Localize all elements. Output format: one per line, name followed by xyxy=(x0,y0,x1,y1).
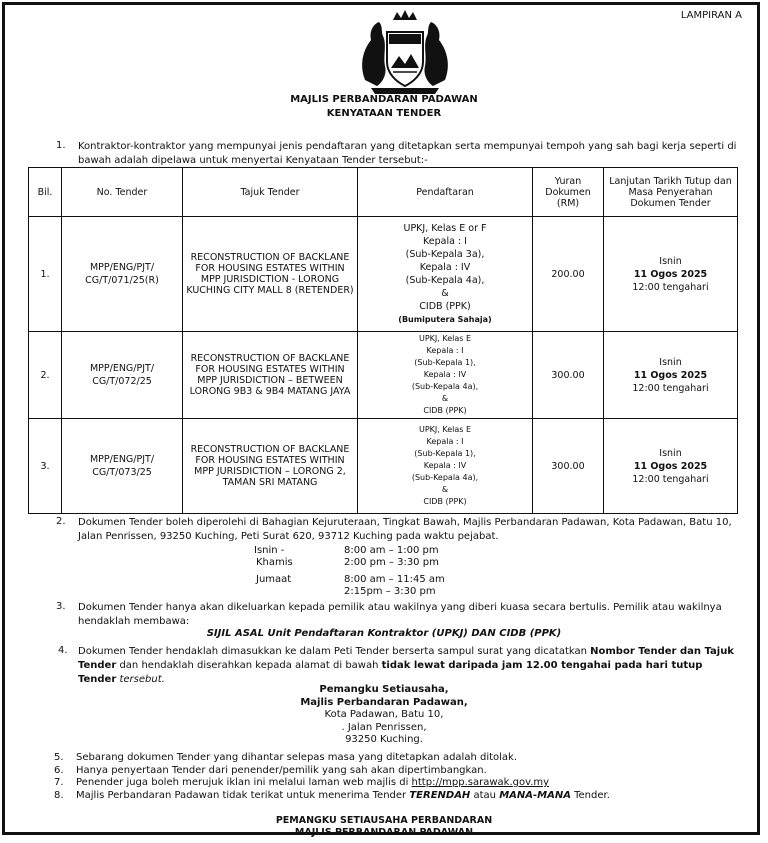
list-text: atau xyxy=(470,789,500,801)
list-text: Hanya penyertaan Tender dari penender/pemilik yang sah akan dipertimbangkan. xyxy=(76,764,487,776)
closing-date: 11 Ogos 2025 xyxy=(633,268,708,280)
intro-paragraph: Kontraktor-kontraktor yang mempunyai jenis pendaftaran yang ditetapkan serta mempunyai tempoh yang sah bagi kerja seperti di bawah adalah dipelawa untuk menyertai Kenyataan Tender tersebut:- xyxy=(78,141,737,166)
hours-time: 8:00 am – 11:45 am xyxy=(344,574,445,585)
submission-emphasis: Nombor Tender dan Tajuk Tender xyxy=(78,646,734,671)
office-hours xyxy=(254,545,445,598)
tender-title: RECONSTRUCTION OF BACKLANE FOR HOUSING ESTATES WITHIN MPP JURISDICTION – BETWEEN LORONG 9B3 & 9B4 MATANG JAYA xyxy=(183,332,358,419)
tender-number-line: CG/T/072/25 xyxy=(92,376,152,387)
registration-note: (Bumiputera Sahaja) xyxy=(398,315,492,324)
tender-number-line: MPP/ENG/PJT/ xyxy=(89,262,155,273)
council-crest-logo xyxy=(353,10,457,94)
hours-row xyxy=(254,545,445,557)
address-line: Majlis Perbandaran Padawan, xyxy=(300,696,468,708)
registration-cell xyxy=(358,332,533,419)
registration-line: CIDB (PPK) xyxy=(419,301,471,312)
hours-time: 2:00 pm – 3:30 pm xyxy=(344,557,439,568)
registration-line: (Sub-Kepala 1), xyxy=(414,449,476,458)
list-item xyxy=(54,765,610,778)
registration-line: Kepala : IV xyxy=(419,262,471,273)
list-emphasis: MANA-MANA xyxy=(499,789,571,801)
list-number: 8. xyxy=(54,789,64,801)
row-number: 2. xyxy=(29,332,62,419)
closing-day: Isnin xyxy=(659,356,682,368)
signature-block xyxy=(0,815,768,839)
list-text: Majlis Perbandaran Padawan tidak terikat untuk menerima Tender xyxy=(76,789,410,801)
hours-day: Khamis xyxy=(256,557,293,568)
list-text: Penender juga boleh merujuk iklan ini melalui laman web majlis di xyxy=(76,777,412,788)
submission-text: tersebut. xyxy=(116,674,165,685)
tender-table xyxy=(28,167,738,514)
list-emphasis: TERENDAH xyxy=(409,789,471,801)
terms-list xyxy=(54,752,610,802)
registration-line: (Sub-Kepala 1), xyxy=(414,358,476,367)
registration-line: (Sub-Kepala 4a), xyxy=(411,473,479,482)
registration-line: Kepala : IV xyxy=(423,370,467,379)
table-row xyxy=(29,332,738,419)
address-line: . Jalan Penrissen, xyxy=(341,721,427,733)
column-header: No. Tender xyxy=(62,168,183,217)
submission-text: dan hendaklah diserahkan kepada alamat di bawah xyxy=(116,660,382,671)
registration-line: (Sub-Kepala 4a), xyxy=(405,275,485,286)
hours-time: 2:15pm – 3:30 pm xyxy=(344,586,436,597)
submission-address xyxy=(0,684,768,747)
document-fee: 200.00 xyxy=(533,217,604,332)
registration-line: CIDB (PPK) xyxy=(423,406,467,415)
registration-line: & xyxy=(441,394,449,403)
row-number: 3. xyxy=(29,419,62,514)
appendix-label: LAMPIRAN A xyxy=(680,10,742,21)
table-row xyxy=(29,217,738,332)
registration-line: (Sub-Kepala 3a), xyxy=(405,249,485,260)
column-header: Yuran Dokumen (RM) xyxy=(533,168,604,217)
registration-line: UPKJ, Kelas E xyxy=(418,425,472,434)
column-header: Tajuk Tender xyxy=(183,168,358,217)
list-item xyxy=(54,752,610,765)
tender-title: RECONSTRUCTION OF BACKLANE FOR HOUSING ESTATES WITHIN MPP JURISDICTION - LORONG KUCHING CITY MALL 8 (RETENDER) xyxy=(183,217,358,332)
tender-number-cell xyxy=(62,419,183,514)
tender-number-line: CG/T/073/25 xyxy=(92,467,152,478)
required-certificates: SIJIL ASAL Unit Pendaftaran Kontraktor (UPKJ) DAN CIDB (PPK) xyxy=(206,628,562,639)
registration-line: Kepala : I xyxy=(426,437,464,446)
hours-row xyxy=(254,586,445,598)
registration-line: CIDB (PPK) xyxy=(423,497,467,506)
closing-day: Isnin xyxy=(659,447,682,459)
submission-text: Dokumen Tender hendaklah dimasukkan ke dalam Peti Tender berserta sampul surat yang dicatatkan xyxy=(78,646,591,657)
document-collection-paragraph: Dokumen Tender boleh diperolehi di Bahagian Kejuruteraan, Tingkat Bawah, Majlis Perbandaran Padawan, Kota Padawan, Batu 10, Jalan Penrissen, 93250 Kuching, Peti Surat 620, 93712 Kuching pada waktu pejabat. xyxy=(78,517,732,542)
list-number: 6. xyxy=(54,764,64,776)
registration-line: Kepala : I xyxy=(426,346,464,355)
tender-number-cell xyxy=(62,332,183,419)
registration-line: UPKJ, Kelas E xyxy=(418,334,472,343)
registration-line: (Sub-Kepala 4a), xyxy=(411,382,479,391)
council-website-link[interactable]: http://mpp.sarawak.gov.my xyxy=(411,777,550,788)
closing-time: 12:00 tengahari xyxy=(632,382,709,394)
row-number: 1. xyxy=(29,217,62,332)
submission-paragraph xyxy=(78,645,742,687)
closing-date-cell xyxy=(604,332,738,419)
registration-cell xyxy=(358,217,533,332)
tender-number-cell xyxy=(62,217,183,332)
document-fee: 300.00 xyxy=(533,332,604,419)
registration-line: & xyxy=(441,288,449,299)
paragraph-number: 2. xyxy=(56,516,66,527)
document-fee: 300.00 xyxy=(533,419,604,514)
address-line: Kota Padawan, Batu 10, xyxy=(324,709,444,720)
tender-title: RECONSTRUCTION OF BACKLANE FOR HOUSING ESTATES WITHIN MPP JURISDICTION – LORONG 2, TAMAN SRI MATANG xyxy=(183,419,358,514)
list-item xyxy=(54,777,610,790)
notice-title: KENYATAAN TENDER xyxy=(326,108,442,119)
registration-cell xyxy=(358,419,533,514)
table-header-row xyxy=(29,168,738,217)
tender-number-line: CG/T/071/25(R) xyxy=(85,275,159,286)
list-number: 7. xyxy=(54,777,64,788)
address-line: Pemangku Setiausaha, xyxy=(319,684,449,695)
closing-time: 12:00 tengahari xyxy=(632,473,709,485)
closing-date: 11 Ogos 2025 xyxy=(633,369,708,381)
closing-date: 11 Ogos 2025 xyxy=(633,460,708,472)
tender-number-line: MPP/ENG/PJT/ xyxy=(89,363,155,374)
signature-organisation: MAJLIS PERBANDARAN PADAWAN xyxy=(294,827,474,838)
hours-day: Jumaat xyxy=(256,574,292,585)
paragraph-number: 3. xyxy=(56,601,66,612)
closing-time: 12:00 tengahari xyxy=(632,281,709,293)
hours-row xyxy=(254,557,445,569)
column-header: Lanjutan Tarikh Tutup dan Masa Penyerahan Dokumen Tender xyxy=(604,168,738,217)
hours-time: 8:00 am – 1:00 pm xyxy=(344,545,439,556)
list-item xyxy=(54,790,610,803)
list-text: Sebarang dokumen Tender yang dihantar selepas masa yang ditetapkan adalah ditolak. xyxy=(76,752,518,763)
column-header: Pendaftaran xyxy=(358,168,533,217)
tender-number-line: MPP/ENG/PJT/ xyxy=(89,454,155,465)
hours-row xyxy=(254,574,445,586)
address-line: 93250 Kuching. xyxy=(345,734,423,745)
registration-line: Kepala : IV xyxy=(423,461,467,470)
closing-day: Isnin xyxy=(659,255,682,267)
document-issue-paragraph: Dokumen Tender hanya akan dikeluarkan kepada pemilik atau wakilnya yang diberi kuasa secara bertulis. Pemilik atau wakilnya hendaklah membawa: xyxy=(78,602,722,627)
hours-day: Isnin - xyxy=(254,545,285,556)
column-header: Bil. xyxy=(29,168,62,217)
registration-line: UPKJ, Kelas E or F xyxy=(403,223,487,234)
paragraph-number: 4. xyxy=(58,645,68,656)
closing-date-cell xyxy=(604,217,738,332)
registration-line: & xyxy=(441,485,449,494)
closing-date-cell xyxy=(604,419,738,514)
paragraph-number: 1. xyxy=(56,140,66,151)
table-row xyxy=(29,419,738,514)
signature-title: PEMANGKU SETIAUSAHA PERBANDARAN xyxy=(275,815,493,826)
list-number: 5. xyxy=(54,752,64,763)
registration-line: Kepala : I xyxy=(423,236,467,247)
list-text: Tender. xyxy=(570,789,610,801)
submission-deadline: tidak lewat daripada jam 12.00 tengahai pada hari tutup Tender xyxy=(78,660,703,685)
council-title: MAJLIS PERBANDARAN PADAWAN xyxy=(290,94,478,105)
